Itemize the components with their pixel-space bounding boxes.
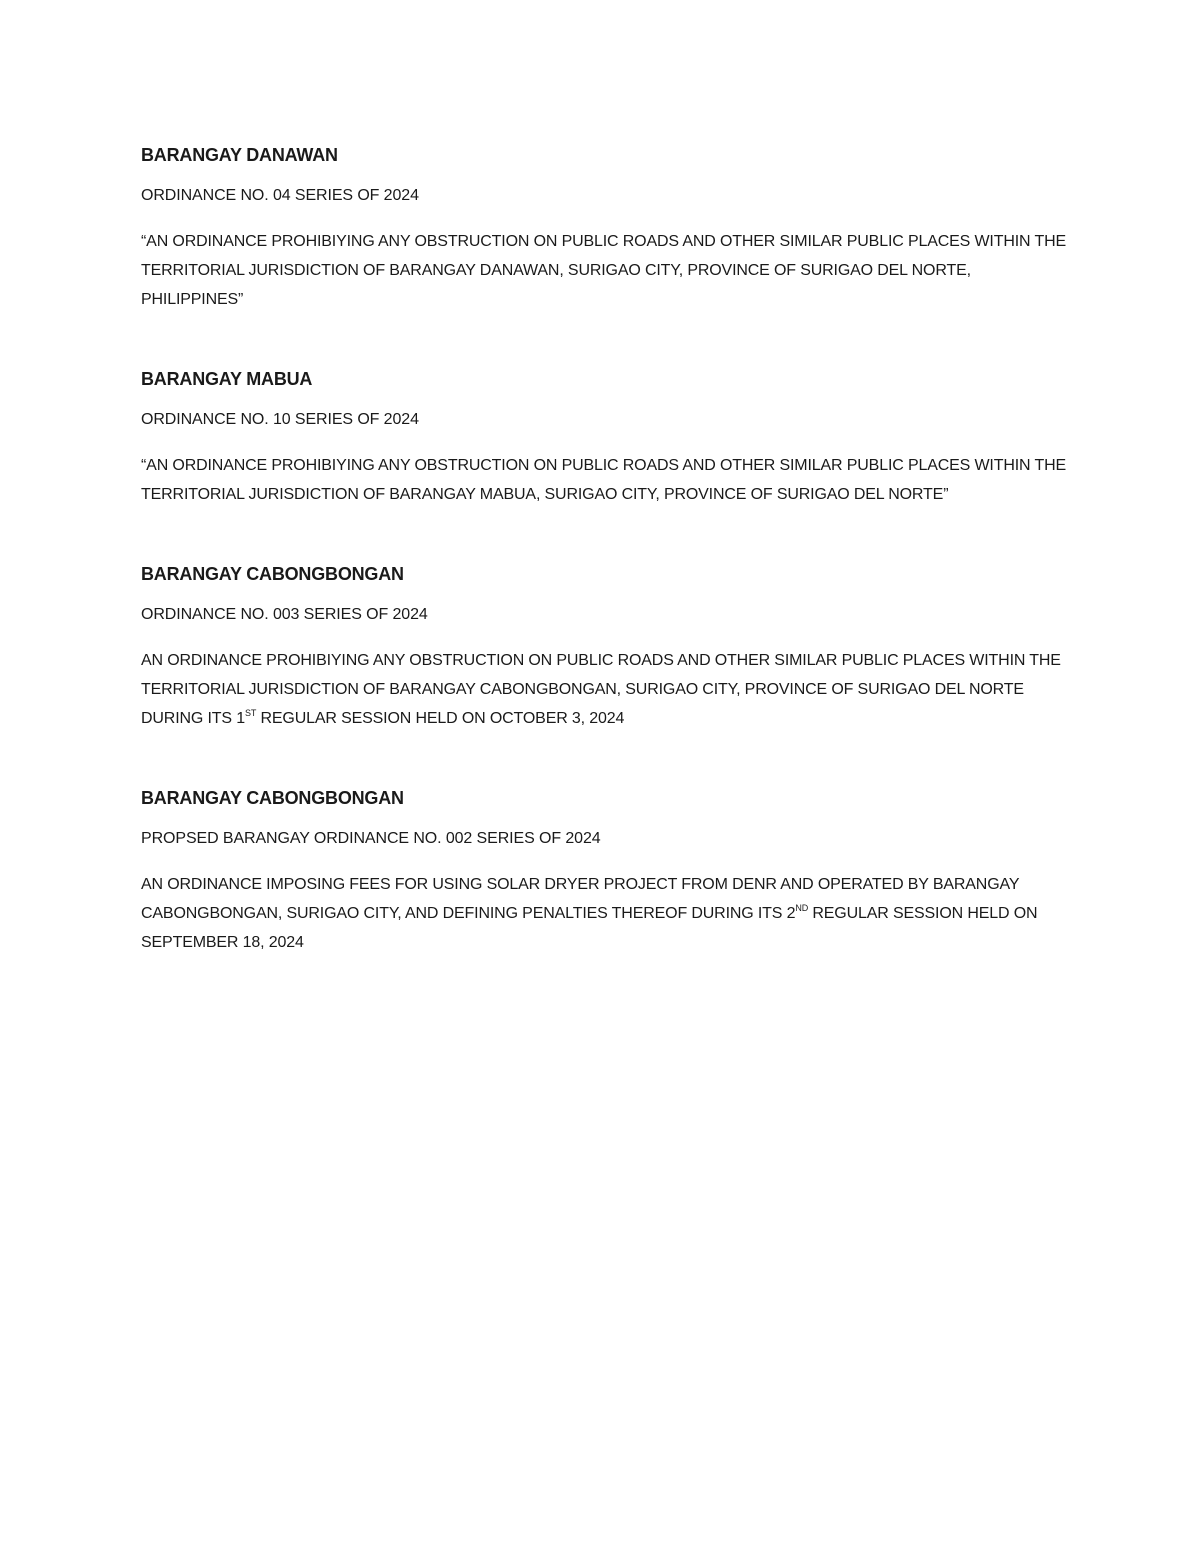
ordinance-section-cabongbongan-002 bbox=[141, 786, 1071, 957]
ordinal-suffix: ST bbox=[245, 708, 257, 718]
ordinance-title: “AN ORDINANCE PROHIBIYING ANY OBSTRUCTION ON PUBLIC ROADS AND OTHER SIMILAR PUBLIC PLACES WITHIN THE TERRITORIAL JURISDICTION OF BARANGAY MABUA, SURIGAO CITY, PROVINCE OF SURIGAO DEL NORTE” bbox=[141, 457, 1067, 503]
ordinance-title: “AN ORDINANCE PROHIBIYING ANY OBSTRUCTION ON PUBLIC ROADS AND OTHER SIMILAR PUBLIC PLACES WITHIN THE TERRITORIAL JURISDICTION OF BARANGAY DANAWAN, SURIGAO CITY, PROVINCE OF SURIGAO DEL NORTE, PHILIPPINES” bbox=[141, 233, 1067, 308]
ordinance-section-danawan bbox=[141, 143, 1071, 314]
barangay-heading: BARANGAY CABONGBONGAN bbox=[141, 564, 404, 584]
barangay-heading: BARANGAY CABONGBONGAN bbox=[141, 788, 404, 808]
ordinance-title bbox=[141, 870, 1071, 957]
barangay-heading: BARANGAY MABUA bbox=[141, 369, 313, 389]
ordinance-number: PROPSED BARANGAY ORDINANCE NO. 002 SERIES OF 2024 bbox=[141, 830, 601, 847]
ordinance-section-cabongbongan-003 bbox=[141, 562, 1071, 733]
ordinance-title bbox=[141, 646, 1071, 733]
barangay-heading: BARANGAY DANAWAN bbox=[141, 145, 338, 165]
ordinance-number: ORDINANCE NO. 10 SERIES OF 2024 bbox=[141, 411, 419, 428]
ordinal-suffix: ND bbox=[795, 903, 809, 913]
ordinance-title-text-end: REGULAR SESSION HELD ON SEPTEMBER 18, 2024 bbox=[141, 905, 1038, 951]
document-body bbox=[141, 143, 1071, 957]
ordinance-section-mabua bbox=[141, 367, 1071, 509]
ordinance-number: ORDINANCE NO. 003 SERIES OF 2024 bbox=[141, 606, 428, 623]
ordinance-title-text-end: REGULAR SESSION HELD ON OCTOBER 3, 2024 bbox=[256, 710, 625, 727]
ordinance-title-text: AN ORDINANCE PROHIBIYING ANY OBSTRUCTION ON PUBLIC ROADS AND OTHER SIMILAR PUBLIC PLACES WITHIN THE TERRITORIAL JURISDICTION OF BARANGAY CABONGBONGAN, SURIGAO CITY, PROVINCE OF SURIGAO DEL NORTE DURING ITS 1 bbox=[141, 652, 1061, 727]
ordinance-number: ORDINANCE NO. 04 SERIES OF 2024 bbox=[141, 187, 419, 204]
ordinance-title-text: AN ORDINANCE IMPOSING FEES FOR USING SOLAR DRYER PROJECT FROM DENR AND OPERATED BY BARANGAY CABONGBONGAN, SURIGAO CITY, AND DEFINING PENALTIES THEREOF DURING ITS 2 bbox=[141, 876, 1020, 922]
